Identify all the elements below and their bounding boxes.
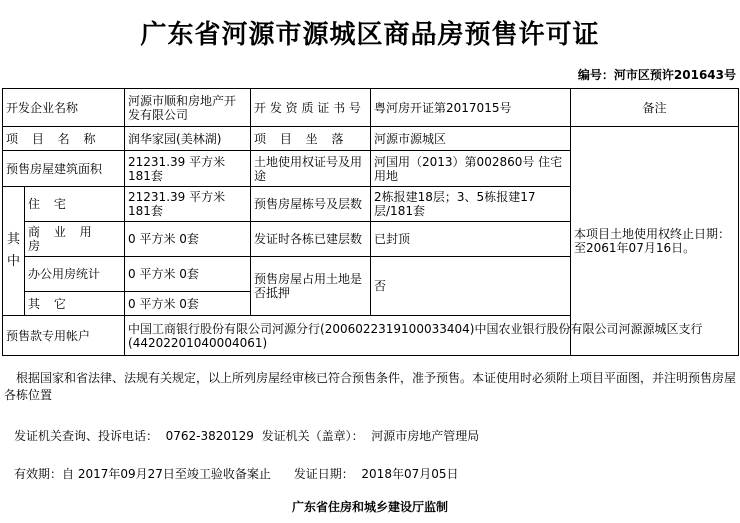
mortgage-value: 否 — [371, 257, 571, 316]
mortgage-label: 预售房屋占用土地是否抵押 — [251, 257, 371, 316]
certificate-title: 广东省河源市源城区商品房预售许可证 — [140, 20, 600, 50]
office-label: 办公用房统计 — [25, 257, 125, 292]
other-value: 0 平方米 0套 — [125, 292, 251, 316]
account-label: 预售款专用帐户 — [3, 316, 125, 356]
serial-value: 河市区预许201643号 — [613, 68, 736, 82]
land-label: 土地使用权证号及用途 — [251, 151, 371, 187]
group-label-char: 其 — [6, 232, 20, 247]
area-value: 21231.39 平方米 181套 — [125, 151, 251, 187]
residential-value: 21231.39 平方米 181套 — [125, 187, 251, 222]
certificate-table — [2, 88, 739, 356]
commercial-value: 0 平方米 0套 — [125, 222, 251, 257]
office-value: 0 平方米 0套 — [125, 257, 251, 292]
project-value: 润华家园(美林湖) — [125, 127, 251, 151]
table-row — [3, 127, 739, 151]
contact-line: 发证机关查询、投诉电话： 0762-3820129 发证机关（盖章）： 河源市房地产管理局 — [14, 429, 480, 443]
developer-value: 河源市顺和房地产开发有限公司 — [125, 89, 251, 127]
location-label: 项 目 坐 落 — [251, 127, 371, 151]
other-label: 其 它 — [25, 292, 125, 316]
remark-text: 本项目土地使用权终止日期：至2061年07月16日。 — [571, 127, 739, 356]
developer-label: 开发企业名称 — [3, 89, 125, 127]
cert-label: 开 发 资 质 证 书 号 — [251, 89, 371, 127]
location-value: 河源市源城区 — [371, 127, 571, 151]
residential-label: 住 宅 — [25, 187, 125, 222]
area-label: 预售房屋建筑面积 — [3, 151, 125, 187]
built-floors-value: 已封顶 — [371, 222, 571, 257]
validity-line: 有效期：自 2017年09月27日至竣工验收备案止 发证日期： 2018年07月05日 — [14, 467, 459, 481]
cert-value: 粤河房开证第2017015号 — [371, 89, 571, 127]
account-value: 中国工商银行股份有限公司河源分行(2006022319100033404)中国农业银行股份有限公司河源源城区支行(44202201040004061) — [125, 316, 739, 356]
remark-header: 备注 — [571, 89, 739, 127]
commercial-label: 商 业 用 房 — [25, 222, 125, 257]
notice-text: 根据国家和省法律、法规有关规定，以上所列房屋经审核已符合预售条件，准予预售。本证使用时必须附上项目平面图，并注明预售房屋各栋位置 — [4, 371, 737, 402]
building-no-value: 2栋报建18层；3、5栋报建17层/181套 — [371, 187, 571, 222]
group-label — [3, 187, 25, 316]
built-floors-label: 发证时各栋已建层数 — [251, 222, 371, 257]
project-label: 项 目 名 称 — [3, 127, 125, 151]
group-label-char: 中 — [6, 254, 20, 269]
supervisor-footer: 广东省住房和城乡建设厅监制 — [291, 500, 448, 514]
table-row — [3, 89, 739, 127]
serial-number — [578, 66, 736, 83]
land-value: 河国用（2013）第002860号 住宅用地 — [371, 151, 571, 187]
serial-label: 编号： — [577, 68, 614, 82]
table-row — [3, 316, 739, 356]
building-no-label: 预售房屋栋号及层数 — [251, 187, 371, 222]
